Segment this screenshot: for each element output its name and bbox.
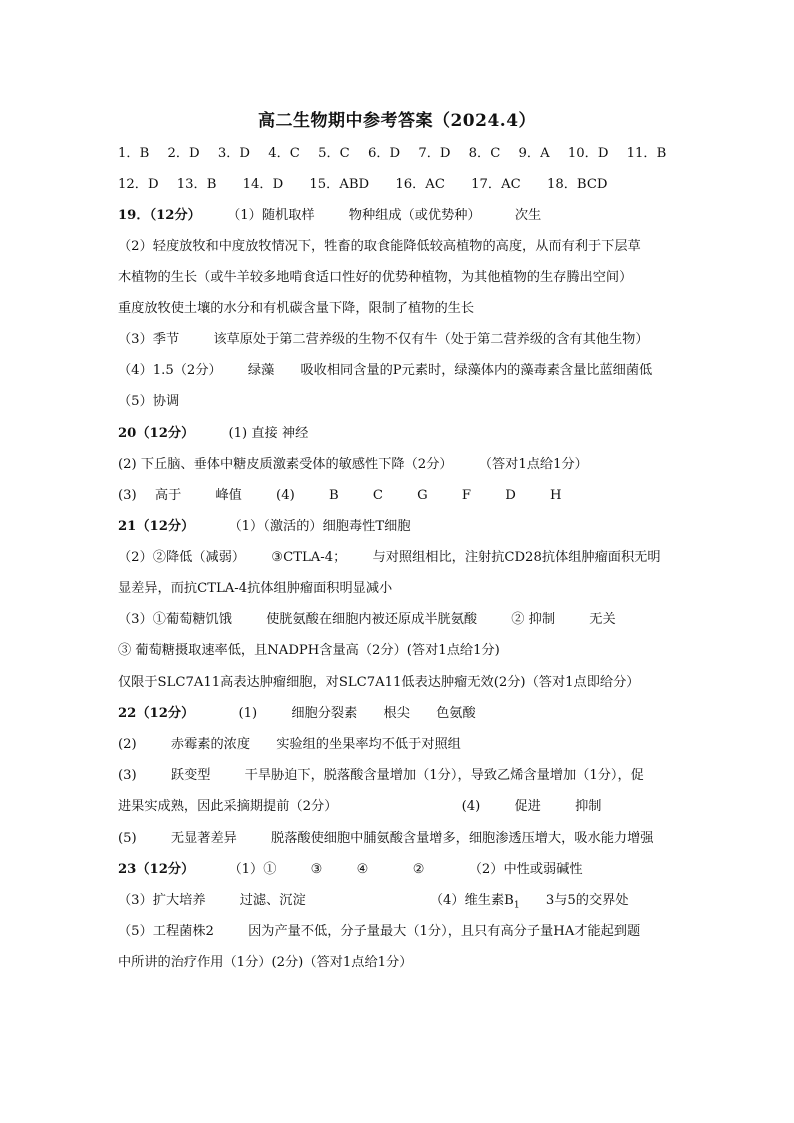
answer-text: C — [372, 488, 383, 503]
question-number: 22（12分） — [118, 706, 195, 721]
answer-text: 吸收相同含量的P元素时，绿藻体内的藻毒素含量比蓝细菌低 — [300, 363, 653, 378]
answer-text: (2) — [118, 737, 137, 752]
answer-text: 与对照组相比，注射抗CD28抗体组肿瘤面积无明 — [372, 550, 661, 565]
q22-line-4 — [118, 797, 738, 817]
question-number: 19．（12分） — [118, 208, 201, 223]
answer-text: ② — [412, 862, 425, 877]
answer-text: 跃变型 — [170, 768, 211, 783]
page-title: 高二生物期中参考答案（2024.4） — [257, 111, 537, 131]
answer-text: 峰值 — [215, 488, 242, 503]
mc-answer: 2．D — [167, 146, 200, 161]
answer-text: (3) — [118, 488, 137, 503]
answer-text: 实验组的坐果率均不低于对照组 — [276, 737, 461, 752]
mc-answer: 17．AC — [471, 177, 521, 192]
answer-text: （答对1点给1分） — [478, 457, 588, 472]
answer-text: （3）季节 — [118, 332, 180, 347]
answer-text: 使胱氨酸在细胞内被还原成半胱氨酸 — [266, 612, 478, 627]
answer-text: （2）②降低（减弱） — [118, 550, 246, 565]
q22-line-3 — [118, 766, 738, 786]
mc-answer: 7．D — [418, 146, 451, 161]
answer-text: 抑制 — [575, 799, 602, 814]
answer-text: (4) — [461, 799, 481, 814]
question-number: 23（12分） — [118, 862, 195, 877]
answer-text: (1) 直接 神经 — [228, 426, 309, 441]
q19-line-6 — [118, 361, 738, 381]
q19-line-5 — [118, 330, 738, 350]
mc-answer: 5．C — [318, 146, 350, 161]
q20-line-2 — [118, 455, 738, 475]
answer-text: 促进 — [514, 799, 541, 814]
q23-line-1 — [118, 860, 738, 880]
answer-text: （4）维生素B — [429, 893, 514, 908]
answer-text: ④ — [356, 862, 369, 877]
answer-text: （4）1.5（2分） — [118, 363, 222, 378]
answer-text: 脱落酸使细胞中脯氨酸含量增多，细胞渗透压增大，吸水能力增强 — [271, 831, 654, 846]
answer-text: ② 抑制 — [511, 612, 556, 627]
subscript: 1 — [513, 900, 520, 911]
answer-text: （3）①葡萄糖饥饿 — [118, 612, 232, 627]
mc-answer: 11．B — [626, 146, 667, 161]
answer-text: (2) 下丘脑、垂体中糖皮质激素受体的敏感性下降（2分） — [118, 457, 453, 472]
mc-answer: 8．C — [468, 146, 501, 161]
question-number: 20（12分） — [118, 426, 195, 441]
answer-text: H — [550, 488, 562, 503]
answer-text: F — [461, 488, 472, 503]
mc-answer: 18．BCD — [546, 177, 608, 192]
q21-line-4 — [118, 610, 738, 630]
answer-text: 物种组成（或优势种） — [348, 208, 481, 223]
answer-text: （5）工程菌株2 — [118, 924, 214, 939]
answer-text: 无关 — [589, 612, 616, 627]
q20-line-3 — [118, 486, 738, 506]
answer-text: 次生 — [514, 208, 542, 223]
q21-line-1 — [118, 517, 738, 537]
answer-text: 绿藻 — [247, 363, 275, 378]
answer-text: D — [505, 488, 516, 503]
answer-text: （2）中性或弱碱性 — [468, 862, 583, 877]
q23-line-4: 中所讲的治疗作用（1分）(2分)（答对1点给1分） — [118, 955, 413, 970]
answer-text: 无显著差异 — [170, 831, 237, 846]
answer-text: ③ — [310, 862, 323, 877]
q23-line-3 — [118, 922, 738, 942]
answer-text: 色氨酸 — [436, 706, 476, 721]
answer-text: （1）随机取样 — [227, 208, 315, 223]
q19-line-1 — [118, 206, 738, 226]
q19-line-7: （5）协调 — [118, 394, 180, 409]
q21-line-3: 显差异，而抗CTLA-4抗体组肿瘤面积明显减小 — [118, 581, 393, 596]
mc-answer: 6．D — [367, 146, 401, 161]
mc-answer: 12．D — [118, 177, 159, 192]
mc-answer: 4．C — [268, 146, 300, 161]
mc-answers-row-2 — [118, 175, 738, 195]
mc-answer: 9．A — [518, 146, 550, 161]
q22-line-5 — [118, 829, 738, 849]
answer-text: （3）扩大培养 — [118, 893, 206, 908]
q21-line-2 — [118, 548, 738, 568]
answer-text: （1）① — [228, 862, 277, 877]
q21-line-6: 仅限于SLC7A11高表达肿瘤细胞，对SLC7A11低表达肿瘤无效(2分)（答对1点即给分） — [118, 675, 640, 690]
answer-text: 高于 — [154, 488, 182, 503]
q19-line-3: 木植物的生长（或牛羊较多地啃食适口性好的优势种植物，为其他植物的生存腾出空间） — [118, 270, 633, 285]
q21-line-5: ③ 葡萄糖摄取速率低，且NADPH含量高（2分）(答对1点给1分) — [118, 643, 500, 658]
answer-text: 过滤、沉淀 — [239, 893, 306, 908]
q22-line-2 — [118, 735, 738, 755]
question-number: 21（12分） — [118, 519, 195, 534]
answer-text: (4) — [276, 488, 295, 503]
q19-line-4: 重度放牧使土壤的水分和有机碳含量下降，限制了植物的生长 — [118, 301, 475, 316]
answer-text: 进果实成熟，因此采摘期提前（2分） — [118, 799, 338, 814]
answer-text: (5) — [118, 831, 137, 846]
answer-text: ③CTLA-4； — [271, 550, 347, 565]
answer-text: G — [417, 488, 428, 503]
q19-line-2: （2）轻度放牧和中度放牧情况下，牲畜的取食能降低较高植物的高度，从而有利于下层草 — [118, 239, 641, 254]
answer-text: B — [328, 488, 339, 503]
q23-line-2 — [118, 891, 738, 916]
answer-text: 该草原处于第二营养级的生物不仅有牛（处于第二营养级的含有其他生物） — [213, 332, 649, 347]
answer-text: (1) — [238, 706, 258, 721]
mc-answer: 13．B — [176, 177, 217, 192]
mc-answer: 1．B — [118, 146, 150, 161]
mc-answer: 16．AC — [395, 177, 445, 192]
mc-answers-row-1 — [118, 144, 738, 164]
answer-text: 干旱胁迫下，脱落酸含量增加（1分），导致乙烯含量增加（1分），促 — [244, 768, 644, 783]
answer-text: 细胞分裂素 — [291, 706, 358, 721]
answer-text: 3与5的交界处 — [545, 893, 629, 908]
mc-answer: 3．D — [217, 146, 250, 161]
answer-text: 赤霉素的浓度 — [170, 737, 251, 752]
answer-text: 根尖 — [383, 706, 410, 721]
answer-text: （1）（激活的）细胞毒性T细胞 — [228, 519, 411, 534]
answer-text: 因为产量不低，分子量最大（1分），且只有高分子量HA才能起到题 — [248, 924, 641, 939]
mc-answer: 10．D — [567, 146, 609, 161]
mc-answer: 14．D — [242, 177, 284, 192]
q20-line-1 — [118, 424, 738, 444]
answer-text: (3) — [118, 768, 137, 783]
q22-line-1 — [118, 704, 738, 724]
mc-answer: 15．ABD — [309, 177, 370, 192]
